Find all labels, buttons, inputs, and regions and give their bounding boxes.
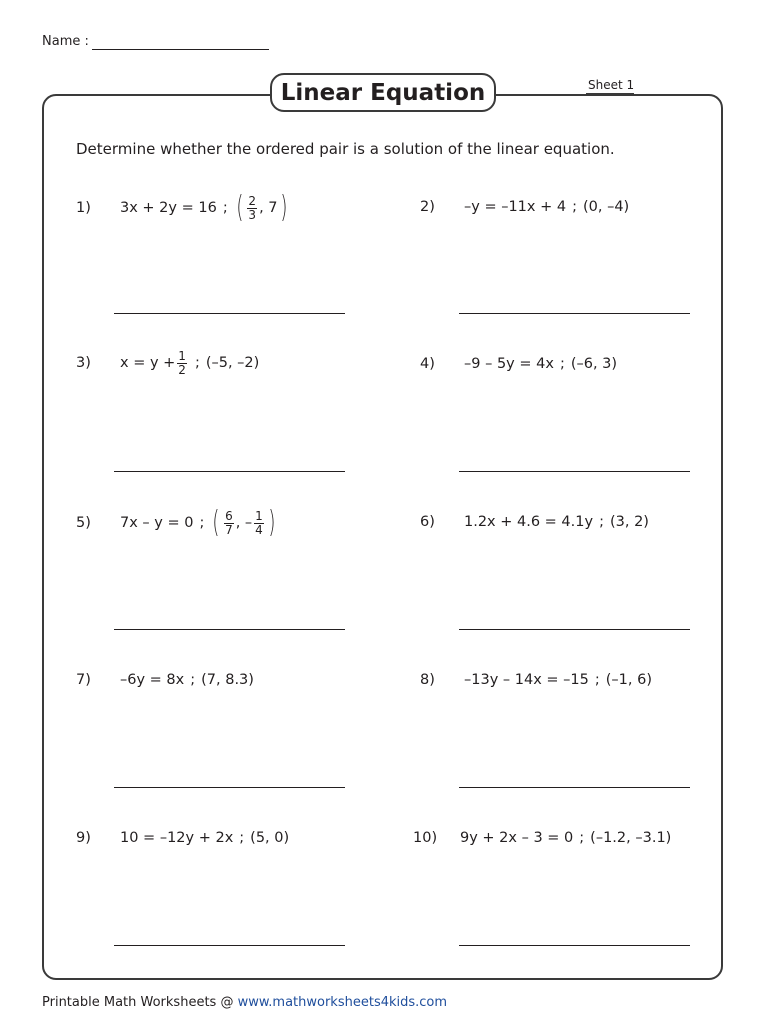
problem-number: 6) — [420, 514, 435, 530]
paren-open: ( — [212, 505, 220, 540]
problem-number: 9) — [76, 830, 91, 846]
fraction — [254, 510, 264, 536]
pair-mid: , – — [235, 515, 253, 531]
separator: ; — [194, 355, 200, 372]
equation: 7x – y = 0 — [120, 515, 194, 531]
problem-number: 8) — [420, 672, 435, 688]
fraction-denominator: 2 — [178, 362, 186, 377]
equation: x = y + — [120, 355, 176, 372]
answer-line[interactable] — [114, 313, 345, 314]
fraction — [177, 350, 187, 376]
problem-7 — [76, 672, 254, 688]
answer-line[interactable] — [114, 945, 345, 946]
ordered-pair: (–6, 3) — [570, 356, 618, 372]
page-title: Linear Equation — [280, 79, 486, 106]
problem-number: 10) — [413, 830, 438, 846]
footer-text: Printable Math Worksheets @ — [42, 995, 238, 1010]
name-line — [92, 49, 269, 50]
sheet-underline — [586, 93, 634, 94]
problem-number: 5) — [76, 515, 91, 531]
sheet-label: Sheet 1 — [588, 78, 635, 92]
answer-line[interactable] — [459, 313, 690, 314]
ordered-pair: (0, –4) — [582, 199, 630, 215]
paren-close: ) — [279, 190, 287, 225]
separator: ; — [190, 672, 196, 688]
paren-close: ) — [268, 505, 276, 540]
instructions: Determine whether the ordered pair is a solution of the linear equation. — [76, 140, 615, 158]
fraction-numerator: 6 — [225, 508, 233, 523]
answer-line[interactable] — [114, 629, 345, 630]
fraction — [247, 195, 257, 221]
answer-line[interactable] — [459, 787, 690, 788]
ordered-pair: (3, 2) — [609, 514, 649, 530]
fraction-numerator: 2 — [248, 193, 257, 208]
ordered-pair: (–5, –2) — [205, 355, 260, 372]
footer — [42, 995, 447, 1010]
answer-line[interactable] — [114, 471, 345, 472]
problem-3 — [76, 350, 259, 376]
problem-9 — [76, 830, 289, 846]
equation: 10 = –12y + 2x — [120, 830, 234, 846]
answer-line[interactable] — [459, 629, 690, 630]
problem-number: 4) — [420, 356, 435, 372]
problem-number: 1) — [76, 200, 91, 216]
problem-number: 2) — [420, 199, 435, 215]
problem-4 — [420, 356, 617, 372]
fraction-denominator: 4 — [255, 522, 263, 537]
answer-line[interactable] — [459, 471, 690, 472]
answer-line[interactable] — [459, 945, 690, 946]
problem-number: 3) — [76, 355, 91, 372]
fraction-denominator: 7 — [225, 522, 233, 537]
equation: 9y + 2x – 3 = 0 — [460, 830, 574, 846]
separator: ; — [199, 515, 205, 531]
equation: –y = –11x + 4 — [464, 199, 567, 215]
equation: 1.2x + 4.6 = 4.1y — [464, 514, 594, 530]
problem-8 — [420, 672, 652, 688]
equation: –13y – 14x = –15 — [464, 672, 589, 688]
pair-rest: , 7 — [259, 200, 278, 216]
fraction-numerator: 1 — [178, 349, 186, 363]
equation: –9 – 5y = 4x — [464, 356, 554, 372]
problem-10 — [413, 830, 671, 846]
problem-2 — [420, 199, 629, 215]
separator: ; — [599, 514, 604, 530]
equation: 3x + 2y = 16 — [120, 200, 217, 216]
separator: ; — [239, 830, 245, 846]
problem-1 — [76, 190, 289, 225]
ordered-pair: (5, 0) — [250, 830, 290, 846]
separator: ; — [572, 199, 577, 215]
separator: ; — [559, 356, 565, 372]
fraction — [224, 510, 234, 536]
separator: ; — [579, 830, 585, 846]
fraction-denominator: 3 — [248, 207, 257, 222]
title-box — [270, 73, 496, 112]
ordered-pair: (–1, 6) — [605, 672, 652, 688]
footer-url-link[interactable]: www.mathworksheets4kids.com — [237, 995, 448, 1010]
problem-6 — [420, 514, 649, 530]
problem-number: 7) — [76, 672, 91, 688]
ordered-pair: (7, 8.3) — [201, 672, 254, 688]
fraction-numerator: 1 — [255, 508, 263, 523]
separator: ; — [222, 200, 228, 216]
name-label: Name : — [42, 34, 89, 49]
equation: –6y = 8x — [120, 672, 185, 688]
paren-open: ( — [236, 190, 244, 225]
separator: ; — [594, 672, 600, 688]
answer-line[interactable] — [114, 787, 345, 788]
ordered-pair: (–1.2, –3.1) — [590, 830, 672, 846]
problem-5 — [76, 505, 278, 540]
